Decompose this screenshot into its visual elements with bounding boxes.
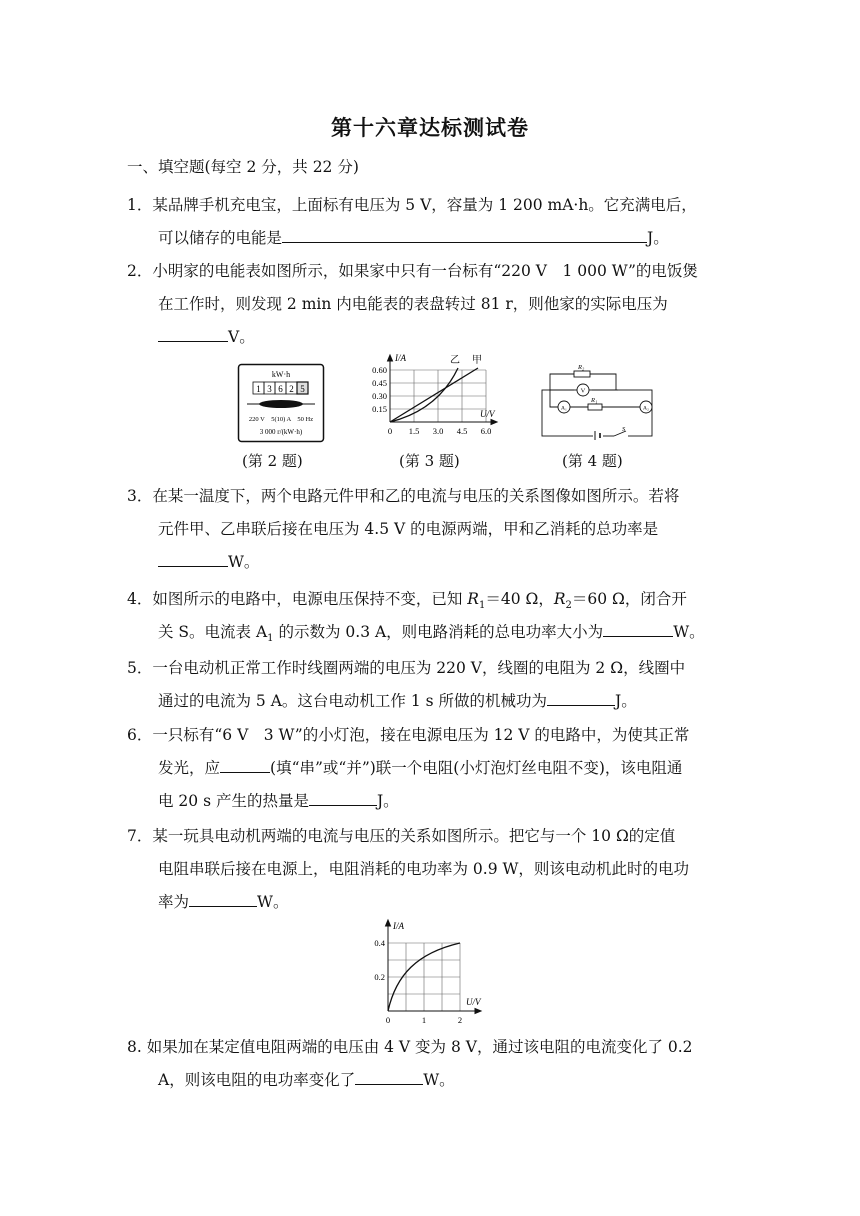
circuit-a1-label: A₁ [561,405,567,412]
graph-3-curve-yi [390,368,458,422]
graph-7-xlabel: U/V [466,997,481,1007]
resistor-r2-icon [574,371,590,377]
question-3-line-3 [158,550,773,572]
question-8-line-2 [158,1068,773,1090]
meter-digit: 2 [289,384,294,394]
question-6-unit: J。 [376,792,399,810]
question-7-line-1: 7．某一玩具电动机两端的电流与电压的关系如图所示。把它与一个 10 Ω的定值 [127,827,676,845]
question-5-text: 通过的电流为 5 A。这台电动机工作 1 s 所做的机械功为 [158,692,548,710]
y-tick-label: 0.4 [374,938,385,948]
graph-3-ylabel: I/A [395,353,406,363]
circuit-r2-label: R₂ [578,364,585,371]
y-tick-label: 0.30 [372,391,387,401]
x-tick-label: 1 [421,1015,427,1025]
figure-3-caption: (第 3 题) [399,452,460,470]
question-1-line-2 [158,226,773,248]
question-4-text: 4．如图所示的电路中，电源电压保持不变，已知 [127,590,468,608]
question-5-unit: J。 [615,692,637,710]
question-8-line-1: 8. 如果加在某定值电阻两端的电压由 4 V 变为 8 V，通过该电阻的电流变化了 0.2 [127,1038,693,1056]
graph-7-grid [388,943,460,1011]
circuit-voltmeter-label: V [580,387,586,395]
question-4-text-3: 的示数为 0.3 A，则电路消耗的总电功率大小为 [273,623,604,641]
question-8-unit: W。 [423,1071,455,1089]
x-tick-label: 0 [387,426,393,436]
question-4-r2-value: ＝60 Ω，闭合开 [571,590,687,608]
meter-digit-boxes [253,382,308,394]
y-tick-label: 0.60 [372,365,387,375]
circuit-r1-label: R₁ [591,397,598,404]
meter-digit: 1 [256,384,261,394]
graph-3-xticks [388,426,491,436]
question-7-unit: W。 [257,893,289,911]
x-tick-label: 6.0 [480,426,492,436]
meter-digit: 5 [300,384,305,394]
question-1-line-1: 1．某品牌手机充电宝，上面标有电压为 5 V，容量为 1 200 mA·h。它充满电后， [127,196,697,214]
question-8-text: A，则该电阻的电功率变化了 [158,1071,356,1089]
graph-3-line-jia [390,368,478,422]
x-tick-label: 2 [457,1015,463,1025]
figure-2-caption: (第 2 题) [242,452,303,470]
question-3-line-2: 元件甲、乙串联后接在电压为 4.5 V 的电源两端，甲和乙消耗的总功率是 [158,520,659,538]
graph-7-ylabel: I/A [393,921,404,931]
x-tick-label: 3.0 [432,426,444,436]
circuit-a2-label: A₂ [643,405,649,412]
x-tick-label: 0 [385,1015,391,1025]
meter-spec: 220 V 5(10) A 50 Hz [248,416,314,423]
graph-3-yticks [372,365,387,414]
meter-rate: 3 000 r/(kW·h) [259,428,303,436]
y-tick-label: 0.15 [372,404,387,414]
graph-3-curve-label-jia: 甲 [472,355,482,366]
y-tick-label: 0.2 [374,972,385,982]
question-4-unit: W。 [673,623,705,641]
graph-3-xlabel: U/V [480,409,495,419]
question-5-blank[interactable] [547,689,615,706]
question-1-text: 可以储存的电能是 [158,229,283,247]
question-6-text: 发光，应 [158,759,221,777]
graph-3-curve-label-yi: 乙 [450,355,460,366]
question-5-line-2 [158,689,773,711]
question-6-text-2: (填“串”或“并”)联一个电阻(小灯泡灯丝电阻不变)，该电阻通 [270,759,683,777]
question-6-blank-1[interactable] [220,756,270,773]
question-5-line-1: 5．一台电动机正常工作时线圈两端的电压为 220 V，线圈的电阻为 2 Ω，线圈中 [127,659,686,677]
iu-graph-figure-7 [362,915,488,1027]
question-2-unit: V。 [228,328,255,346]
question-1-blank[interactable] [282,226,647,243]
graph-7-yticks [374,938,385,982]
question-7-line-2: 电阻串联后接在电源上，电阻消耗的电功率为 0.9 W，则该电动机此时的电功 [158,860,689,878]
question-4-text-2: 关 S。电流表 A [158,623,268,641]
question-7-blank[interactable] [189,890,257,907]
question-4-line-1: 4．如图所示的电路中，电源电压保持不变，已知 $R_1=40$ Ω，$R_2=60$ Ω，闭合开 [127,590,687,612]
question-6-line-1: 6．一只标有“6 V 3 W”的小灯泡，接在电源电压为 12 V 的电路中，为使其正常 [127,726,690,744]
circuit-switch-label: S [622,426,626,433]
figure-4-caption: (第 4 题) [562,452,623,470]
question-8-blank[interactable] [355,1068,423,1085]
question-6-blank-2[interactable] [309,789,377,806]
meter-rotating-disc-icon [247,400,315,408]
question-3-blank[interactable] [158,550,228,567]
meter-digit: 3 [267,384,272,394]
question-4-blank[interactable] [603,620,673,637]
graph-7-xticks [386,1015,462,1025]
circuit-figure-4 [538,362,658,440]
question-4-line-2: 关 S。电流表 $A_1$ 的示数为 0.3 A，则电路消耗的总电功率大小为 W。 [158,620,773,644]
question-6-text-3: 电 20 s 产生的热量是 [158,792,309,810]
question-4-r1-value: ＝40 Ω， [485,590,554,608]
x-tick-label: 4.5 [456,426,468,436]
question-6-line-2 [158,756,773,778]
question-3-unit: W。 [228,553,260,571]
meter-unit-label: kW·h [271,370,291,379]
question-2-blank[interactable] [158,325,228,342]
question-2-line-3 [158,325,773,347]
question-2-line-1: 2．小明家的电能表如图所示，如果家中只有一台标有“220 V 1 000 W”的电饭煲 [127,262,698,280]
resistor-r1-icon [588,404,602,410]
page-title: 第十六章达标测试卷 [331,115,529,140]
question-7-text: 率为 [158,893,190,911]
iu-graph-figure-3 [360,350,510,445]
electricity-meter-figure [237,363,325,443]
question-3-line-1: 3．在某一温度下，两个电路元件甲和乙的电流与电压的关系图像如图所示。若将 [127,487,680,505]
question-7-line-3 [158,890,773,912]
question-1-unit: J。 [647,229,669,247]
meter-digit: 6 [278,384,283,394]
battery-icon [593,431,603,440]
question-2-line-2: 在工作时，则发现 2 min 内电能表的表盘转过 81 r，则他家的实际电压为 [158,295,668,313]
y-tick-label: 0.45 [372,378,387,388]
question-6-line-3 [158,789,773,811]
switch-icon [614,431,628,440]
x-tick-label: 1.5 [408,426,420,436]
section-heading: 一、填空题(每空 2 分，共 22 分) [127,158,359,176]
